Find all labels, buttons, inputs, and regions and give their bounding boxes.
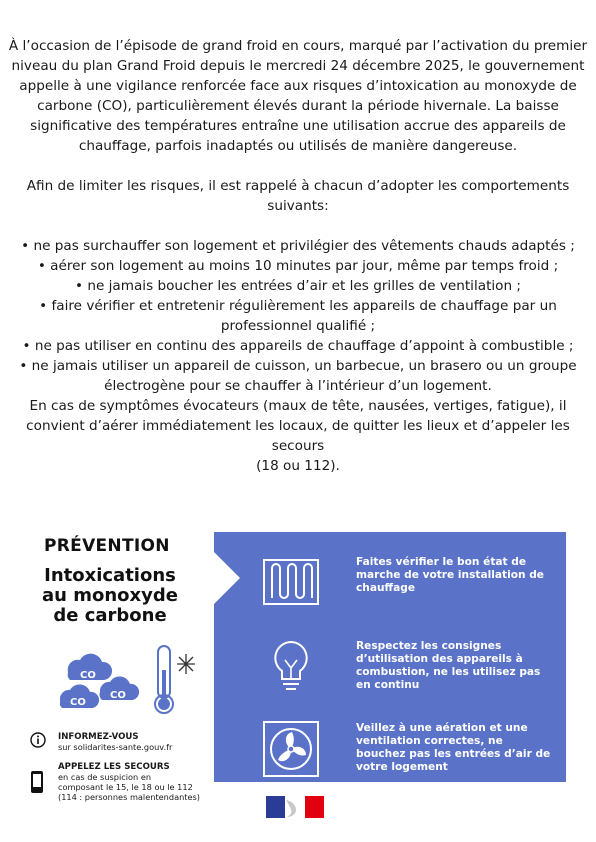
call-title: APPELEZ LES SECOURS <box>58 762 170 772</box>
co-clouds-thermometer-icon <box>60 640 210 720</box>
bullet-item: • faire vérifier et entretenir régulièrement les appareils de chauffage par un professionnel qualifié ; <box>39 298 557 334</box>
prevention-poster <box>30 532 566 827</box>
call-text: (114 : personnes malentendantes) <box>58 792 200 802</box>
tip-item <box>230 638 550 708</box>
bullet-item: • ne jamais utiliser un appareil de cuisson, un barbecue, un brasero ou un groupe électrogène pour se chauffer à l’intérieur d’un logement. <box>19 358 577 394</box>
paragraph-behaviors: Afin de limiter les risques, il est rappelé à chacun d’adopter les comportements suivants: <box>26 178 570 214</box>
info-section <box>30 732 230 802</box>
republique-francaise-logo <box>266 796 324 818</box>
info-row <box>30 732 230 762</box>
tip-text: Veillez à une aération et une ventilation correctes, ne bouchez pas les entrées d’air de votre logement <box>356 722 551 773</box>
subtitle-line: au monoxyde <box>42 585 178 606</box>
co-illustration <box>60 640 210 724</box>
poster-title: PRÉVENTION <box>44 536 170 556</box>
phone-icon <box>30 770 44 794</box>
paragraph-emergency-numbers: (18 ou 112). <box>256 458 340 474</box>
tip-text: Faites vérifier le bon état de marche de votre installation de chauffage <box>356 556 544 594</box>
call-text: composant le 15, le 18 ou le 112 <box>58 782 193 792</box>
subtitle-line: Intoxications <box>44 565 176 586</box>
tip-item <box>230 720 550 790</box>
announcement-text <box>8 36 588 476</box>
co-label: CO <box>70 697 86 708</box>
call-text: en cas de suspicion en <box>58 772 152 782</box>
tip-item <box>230 554 550 624</box>
bullet-item: • ne pas utiliser en continu des appareils de chauffage d’appoint à combustible ; <box>22 338 574 354</box>
info-website: sur solidarites-sante.gouv.fr <box>58 742 173 752</box>
radiator-icon <box>262 554 320 612</box>
lightbulb-icon <box>262 638 320 696</box>
paragraph-intro: À l’occasion de l’épisode de grand froid en cours, marqué par l’activation du premier niveau du plan Grand Froid depuis le mercredi 24 décembre 2025, le gouvernement appelle à une vigilance renforcée face aux risques d’intoxication au monoxyde de carbone (CO), particulièrement élevés durant la période hivernale. La baisse significative des températures entraîne une utilisation accrue des appareils de chauffage, parfois inadaptés ou utilisés de manière dangereuse. <box>8 38 588 154</box>
info-title: INFORMEZ-VOUS <box>58 732 139 742</box>
bullet-item: • aérer son logement au moins 10 minutes par jour, même par temps froid ; <box>37 258 559 274</box>
tips-panel <box>214 532 566 782</box>
fan-icon <box>262 720 320 778</box>
paragraph-symptoms: En cas de symptômes évocateurs (maux de tête, nausées, vertiges, fatigue), il convient d’aérer immédiatement les locaux, de quitter les lieux et d’appeler les secours <box>26 398 570 454</box>
bullet-item: • ne jamais boucher les entrées d’air et les grilles de ventilation ; <box>74 278 522 294</box>
bullet-item: • ne pas surchauffer son logement et privilégier des vêtements chauds adaptés ; <box>21 238 575 254</box>
call-row <box>30 762 230 802</box>
subtitle-line: de carbone <box>53 605 167 626</box>
tip-text: Respectez les consignes d’utilisation des appareils à combustion, ne les utilisez pas en continu <box>356 640 541 691</box>
info-icon <box>30 732 46 748</box>
panel-arrow <box>214 552 240 604</box>
co-label: CO <box>80 670 96 681</box>
poster-left-panel <box>30 532 220 827</box>
poster-subtitle <box>40 566 180 626</box>
co-label: CO <box>110 690 126 701</box>
